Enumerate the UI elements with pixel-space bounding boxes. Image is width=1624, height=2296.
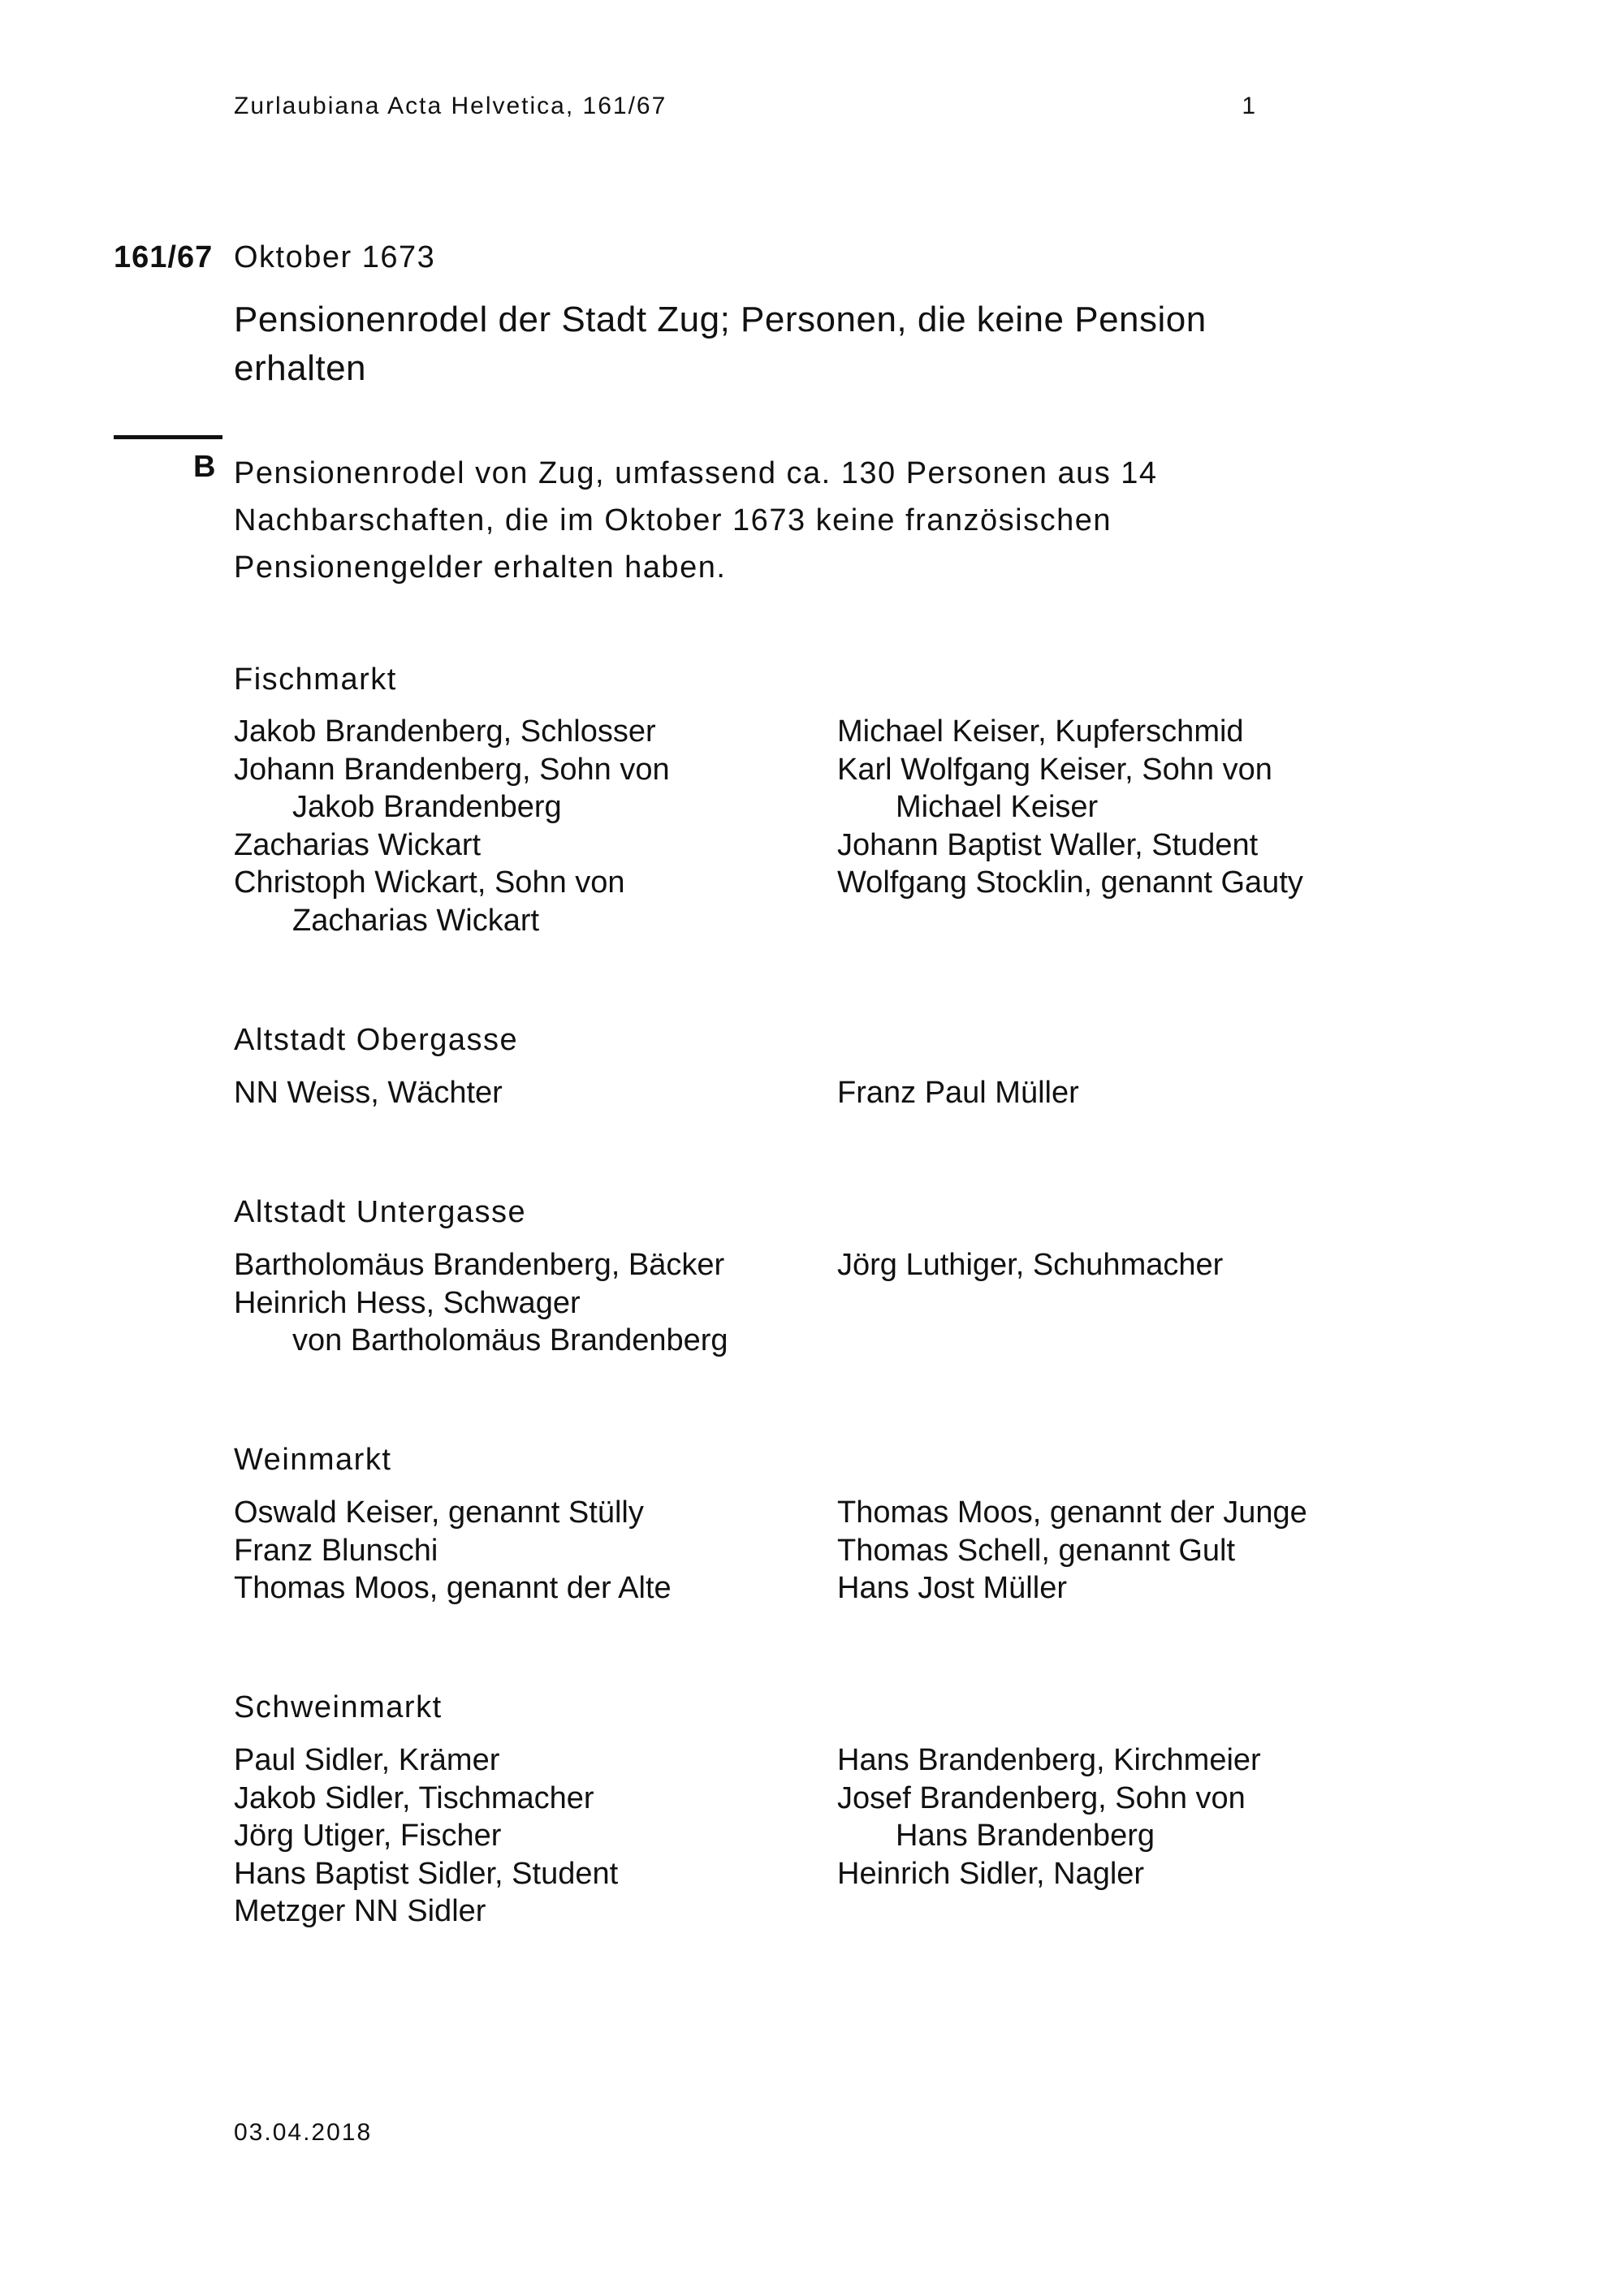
list-item: Wolfgang Stocklin, genannt Gauty <box>837 865 1303 900</box>
name-column-right <box>837 1246 1568 1284</box>
name-column-left <box>234 1494 818 1608</box>
section-title: Fischmarkt <box>234 662 397 697</box>
collection-title: Zurlaubiana Acta Helvetica, 161/67 <box>234 93 667 119</box>
name-column-left <box>234 1741 818 1931</box>
list-item: Johann Baptist Waller, Student <box>837 827 1259 862</box>
page-header <box>234 93 1257 120</box>
list-item: Josef Brandenberg, Sohn von Hans Brandenberg <box>837 1780 1246 1853</box>
list-item: Hans Baptist Sidler, Student <box>234 1856 619 1891</box>
list-item: Zacharias Wickart <box>234 827 482 862</box>
list-item: Johann Brandenberg, Sohn von Jakob Brandenberg <box>234 752 670 824</box>
document-title <box>234 296 1371 393</box>
name-column-left <box>234 1074 818 1112</box>
name-column-right <box>837 713 1568 902</box>
document-date: Oktober 1673 <box>234 240 436 274</box>
list-item: Franz Blunschi <box>234 1533 438 1568</box>
list-item: Jörg Utiger, Fischer <box>234 1819 502 1853</box>
list-item: Jakob Sidler, Tischmacher <box>234 1780 594 1815</box>
list-item: Michael Keiser, Kupferschmid <box>837 714 1244 749</box>
section-title: Altstadt Obergasse <box>234 1023 519 1057</box>
list-item: Heinrich Sidler, Nagler <box>837 1856 1145 1891</box>
list-item: Metzger NN Sidler <box>234 1894 486 1928</box>
list-item: Christoph Wickart, Sohn von Zacharias Wickart <box>234 865 625 938</box>
document-id: 161/67 <box>114 240 214 274</box>
source-line: Nachbarschaften, die im Oktober 1673 keine französischen <box>234 503 1112 537</box>
title-line: Pensionenrodel der Stadt Zug; Personen, die keine Pension <box>234 300 1207 339</box>
name-column-left <box>234 1246 818 1360</box>
footer-date: 03.04.2018 <box>234 2119 373 2146</box>
page-number: 1 <box>1242 93 1257 119</box>
list-item: Karl Wolfgang Keiser, Sohn von Michael Keiser <box>837 752 1272 824</box>
list-item: NN Weiss, Wächter <box>234 1076 503 1110</box>
list-item: Thomas Schell, genannt Gult <box>837 1533 1236 1568</box>
list-item: Bartholomäus Brandenberg, Bäcker <box>234 1248 725 1282</box>
list-item: Paul Sidler, Krämer <box>234 1743 500 1777</box>
name-column-left <box>234 713 818 939</box>
source-line: Pensionenrodel von Zug, umfassend ca. 130 Personen aus 14 <box>234 456 1158 490</box>
name-column-right <box>837 1074 1568 1112</box>
name-column-right <box>837 1494 1568 1608</box>
list-item: Oswald Keiser, genannt Stülly <box>234 1495 644 1530</box>
source-description <box>234 450 1452 591</box>
list-item: Hans Brandenberg, Kirchmeier <box>837 1743 1261 1777</box>
list-item: Heinrich Hess, Schwager von Bartholomäus Brandenberg <box>234 1285 728 1357</box>
list-item: Hans Jost Müller <box>837 1571 1067 1605</box>
source-label: B <box>193 450 216 484</box>
list-item: Thomas Moos, genannt der Alte <box>234 1571 672 1605</box>
list-item: Thomas Moos, genannt der Junge <box>837 1495 1307 1530</box>
section-title: Weinmarkt <box>234 1443 392 1477</box>
section-title: Schweinmarkt <box>234 1690 443 1724</box>
section-title: Altstadt Untergasse <box>234 1195 527 1229</box>
list-item: Jörg Luthiger, Schuhmacher <box>837 1248 1224 1282</box>
source-divider <box>114 435 222 439</box>
list-item: Franz Paul Müller <box>837 1076 1079 1110</box>
list-item: Jakob Brandenberg, Schlosser <box>234 714 656 749</box>
title-line: erhalten <box>234 348 367 388</box>
source-line: Pensionengelder erhalten haben. <box>234 550 727 585</box>
name-column-right <box>837 1741 1568 1892</box>
